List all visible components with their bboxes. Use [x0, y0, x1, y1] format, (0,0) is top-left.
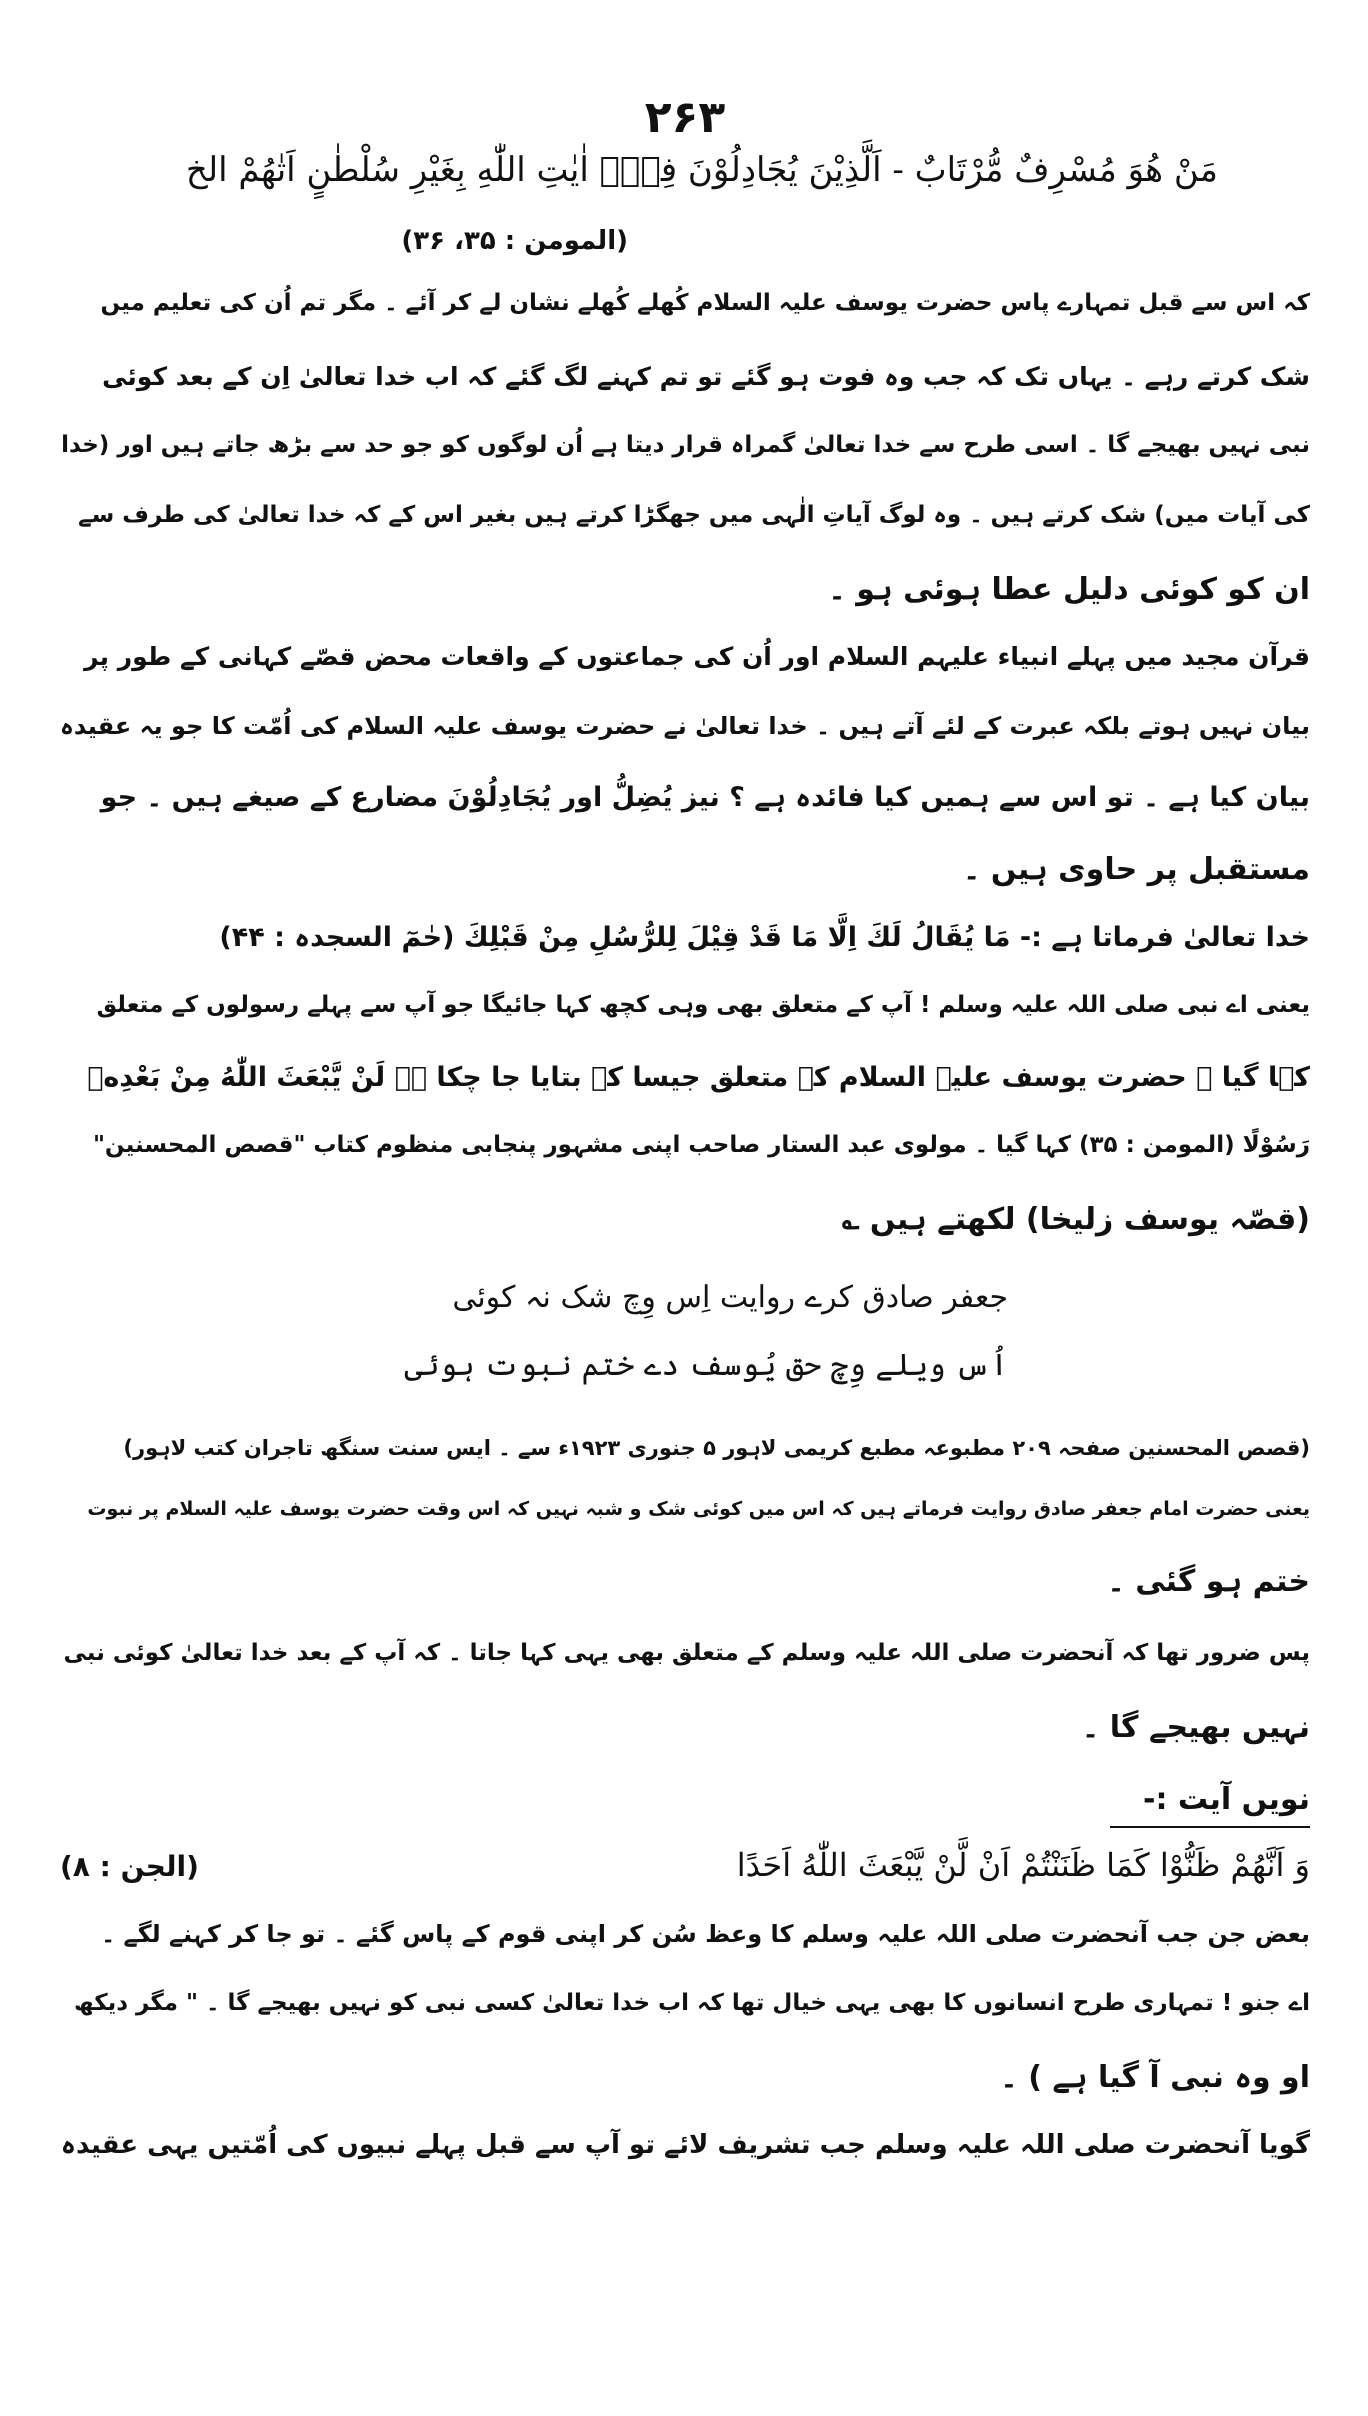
body-line: رَسُوْلًا (المومن : ۳۵) کہا گیا ۔ مولوی عبد الستار صاحب اپنی مشہور پنجابی منظوم کتاب "قصص المحسنین" [92, 1132, 1310, 1158]
header-reference: (المومن : ۳۵، ۳۶) [401, 226, 628, 256]
body-line: یعنی اے نبی صلی اللہ علیہ وسلم ! آپ کے متعلق بھی وہی کچھ کہا جائیگا جو آپ سے پہلے رسولوں کے متعلق [96, 992, 1310, 1018]
body-line: ختم ہو گئی ۔ [1107, 1564, 1310, 1599]
heading-underline [1110, 1826, 1310, 1828]
body-line: ان کو کوئی دلیل عطا ہوئی ہو ۔ [828, 572, 1310, 607]
body-line: پس ضرور تھا کہ آنحضرت صلی اللہ علیہ وسلم کے متعلق بھی یہی کہا جاتا ۔ کہ آپ کے بعد خدا تعالیٰ کوئی نبی [63, 1640, 1310, 1666]
verse-reference: (الجن : ۸) [60, 1850, 199, 1883]
body-line: مستقبل پر حاوی ہیں ۔ [962, 852, 1310, 887]
section-heading: نویں آیت :- [1143, 1782, 1310, 1817]
body-line: کہ اس سے قبل تمہارے پاس حضرت یوسف علیہ السلام کُھلے کُھلے نشان لے کر آئے ۔ مگر تم اُن کی تعلیم میں [100, 290, 1310, 316]
body-line: او وہ نبی آ گیا ہے ) ۔ [1000, 2060, 1310, 2095]
body-line: بعض جن جب آنحضرت صلی اللہ علیہ وسلم کا وعظ سُن کر اپنی قوم کے پاس گئے ۔ تو جا کر کہنے لگے ۔ [101, 1920, 1310, 1948]
body-line: (قصّہ یوسف زلیخا) لکھتے ہیں ؎ [841, 1202, 1310, 1237]
body-line: شک کرتے رہے ۔ یہاں تک کہ جب وہ فوت ہو گئے تو تم کہنے لگ گئے کہ اب خدا تعالیٰ اِن کے بعد کوئی [102, 362, 1310, 391]
citation: (قصص المحسنین صفحہ ۲۰۹ مطبوعہ مطبع کریمی لاہور ۵ جنوری ۱۹۲۳ء سے ۔ ایس سنت سنگھ تاجران کتب لاہور) [123, 1436, 1310, 1460]
body-line: نہیں بھیجے گا ۔ [1081, 1710, 1310, 1745]
body-line: یعنی حضرت امام جعفر صادق روایت فرماتے ہیں کہ اس میں کوئی شک و شبہ نہیں کہ اس وقت حضرت یوسف علیہ السلام پر نبوت [87, 1498, 1310, 1520]
body-line: بیان کیا ہے ۔ تو اس سے ہمیں کیا فائدہ ہے ؟ نیز یُضِلُّ اور یُجَادِلُوْنَ مضارع کے صیغے ہیں ۔ جو [100, 782, 1310, 813]
body-line: گویا آنحضرت صلی اللہ علیہ وسلم جب تشریف لائے تو آپ سے قبل پہلے نبیوں کی اُمّتیں یہی عقیدہ [60, 2130, 1310, 2160]
poem-line: جعفر صادق کرے روایت اِس وِچ شک نہ کوئی [452, 1280, 1008, 1315]
verse-text: وَ اَنَّهُمْ ظَنُّوْا كَمَا ظَنَنْتُمْ اَنْ لَّنْ یَّبْعَثَ اللّٰهُ اَحَدًا [736, 1846, 1310, 1884]
header-verse: مَنْ هُوَ مُسْرِفٌ مُّرْتَابٌ - اَلَّذِیْنَ یُجَادِلُوْنَ فِیْۤ اٰیٰتِ اللّٰهِ بِغَیْرِ سُلْطٰنٍ اَتٰهُمْ الخ [185, 150, 1218, 190]
body-line: اے جنو ! تمہاری طرح انسانوں کا بھی یہی خیال تھا کہ اب خدا تعالیٰ کسی نبی کو نہیں بھیجے گا ۔ " مگر دیکھ [74, 1990, 1310, 2016]
body-line: کی آیات میں) شک کرتے ہیں ۔ وہ لوگ آیاتِ الٰہی میں جھگڑا کرتے ہیں بغیر اس کے کہ خدا تعالیٰ کی طرف سے [78, 502, 1310, 528]
body-line: قرآن مجید میں پہلے انبیاء علیہم السلام اور اُن کی جماعتوں کے واقعات محض قصّے کہانی کے طور پر [84, 642, 1310, 671]
body-line: بیان نہیں ہوتے بلکہ عبرت کے لئے آتے ہیں ۔ خدا تعالیٰ نے حضرت یوسف علیہ السلام کی اُمّت کا جو یہ عقیدہ [59, 712, 1310, 740]
body-line: نبی نہیں بھیجے گا ۔ اسی طرح سے خدا تعالیٰ گمراہ قرار دیتا ہے اُن لوگوں کو جو حد سے بڑھ جاتے ہیں اور (خدا [61, 432, 1310, 458]
body-line: خدا تعالیٰ فرماتا ہے :- مَا یُقَالُ لَكَ اِلَّا مَا قَدْ قِیْلَ لِلرُّسُلِ مِنْ قَبْلِكَ (حٰمٓ السجدہ : ۴۴) [219, 922, 1310, 953]
body-line: کہا گیا ۔ حضرت یوسف علیہ السلام کے متعلق جیسا کہ بتایا جا چکا ہے لَنْ یَّبْعَثَ اللّٰهُ مِنْ بَعْدِهٖ [87, 1062, 1310, 1093]
page-number: ۲۶۳ [644, 92, 726, 143]
poem-line: اُس ویلے وِچ حق یُوسف دے ختم نبوت ہوئی [404, 1348, 1008, 1383]
